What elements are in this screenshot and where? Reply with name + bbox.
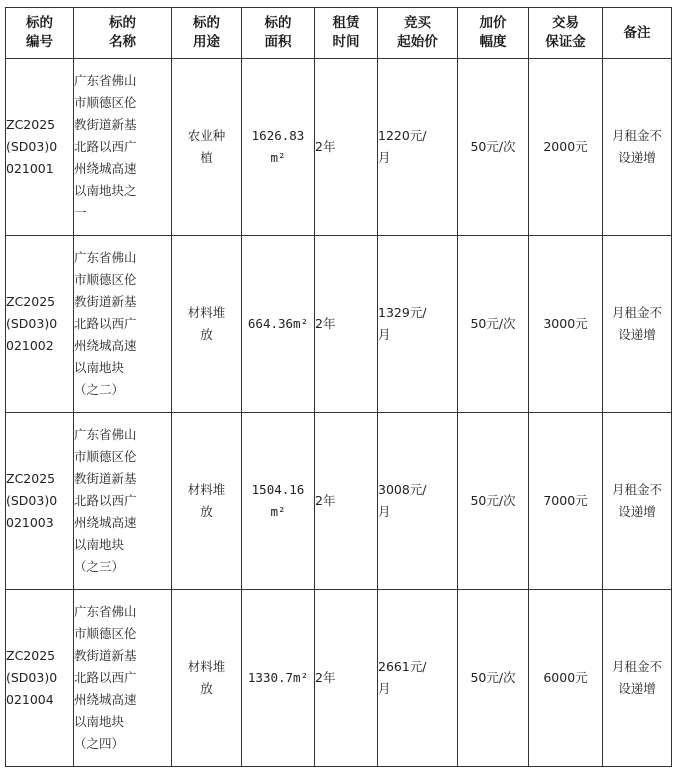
lot-number-cell: ZC2025 (SD03)0 021004	[6, 590, 74, 767]
header-lease-term: 租赁 时间	[315, 8, 378, 59]
bid-increment-cell: 50元/次	[458, 413, 529, 590]
table-row	[6, 590, 672, 767]
header-bid-increment: 加价 幅度	[458, 8, 529, 59]
header-lot-use: 标的 用途	[172, 8, 242, 59]
lease-term-cell: 2年	[315, 590, 378, 767]
deposit-cell: 2000元	[529, 59, 603, 236]
bid-increment-cell: 50元/次	[458, 59, 529, 236]
lot-name-cell: 广东省佛山 市顺德区伦 教街道新基 北路以西广 州绕城高速 以南地块之 一	[74, 59, 172, 236]
lot-name-cell: 广东省佛山 市顺德区伦 教街道新基 北路以西广 州绕城高速 以南地块 （之四）	[74, 590, 172, 767]
header-remarks: 备注	[603, 8, 672, 59]
header-lot-number: 标的 编号	[6, 8, 74, 59]
starting-price-cell: 1329元/ 月	[378, 236, 458, 413]
lot-table	[5, 7, 672, 767]
header-row	[6, 8, 672, 59]
starting-price-cell: 2661元/ 月	[378, 590, 458, 767]
lot-use-cell: 农业种 植	[172, 59, 242, 236]
lot-use-cell: 材料堆 放	[172, 590, 242, 767]
table-row	[6, 59, 672, 236]
header-deposit: 交易 保证金	[529, 8, 603, 59]
lot-use-cell: 材料堆 放	[172, 236, 242, 413]
remarks-cell: 月租金不 设递增	[603, 59, 672, 236]
table-row	[6, 413, 672, 590]
deposit-cell: 6000元	[529, 590, 603, 767]
bid-increment-cell: 50元/次	[458, 590, 529, 767]
deposit-cell: 7000元	[529, 413, 603, 590]
lot-number-cell: ZC2025 (SD03)0 021002	[6, 236, 74, 413]
starting-price-cell: 1220元/ 月	[378, 59, 458, 236]
lease-term-cell: 2年	[315, 59, 378, 236]
header-starting-price: 竞买 起始价	[378, 8, 458, 59]
remarks-cell: 月租金不 设递增	[603, 413, 672, 590]
lease-term-cell: 2年	[315, 236, 378, 413]
starting-price-cell: 3008元/ 月	[378, 413, 458, 590]
lot-area-cell: 664.36m²	[242, 236, 315, 413]
lot-area-cell: 1504.16 m²	[242, 413, 315, 590]
deposit-cell: 3000元	[529, 236, 603, 413]
lot-use-cell: 材料堆 放	[172, 413, 242, 590]
lot-area-cell: 1330.7m²	[242, 590, 315, 767]
lot-area-cell: 1626.83 m²	[242, 59, 315, 236]
table-row	[6, 236, 672, 413]
lot-number-cell: ZC2025 (SD03)0 021001	[6, 59, 74, 236]
remarks-cell: 月租金不 设递增	[603, 590, 672, 767]
bid-increment-cell: 50元/次	[458, 236, 529, 413]
header-lot-name: 标的 名称	[74, 8, 172, 59]
lot-name-cell: 广东省佛山 市顺德区伦 教街道新基 北路以西广 州绕城高速 以南地块 （之三）	[74, 413, 172, 590]
header-lot-area: 标的 面积	[242, 8, 315, 59]
lease-term-cell: 2年	[315, 413, 378, 590]
lot-name-cell: 广东省佛山 市顺德区伦 教街道新基 北路以西广 州绕城高速 以南地块 （之二）	[74, 236, 172, 413]
lot-number-cell: ZC2025 (SD03)0 021003	[6, 413, 74, 590]
remarks-cell: 月租金不 设递增	[603, 236, 672, 413]
